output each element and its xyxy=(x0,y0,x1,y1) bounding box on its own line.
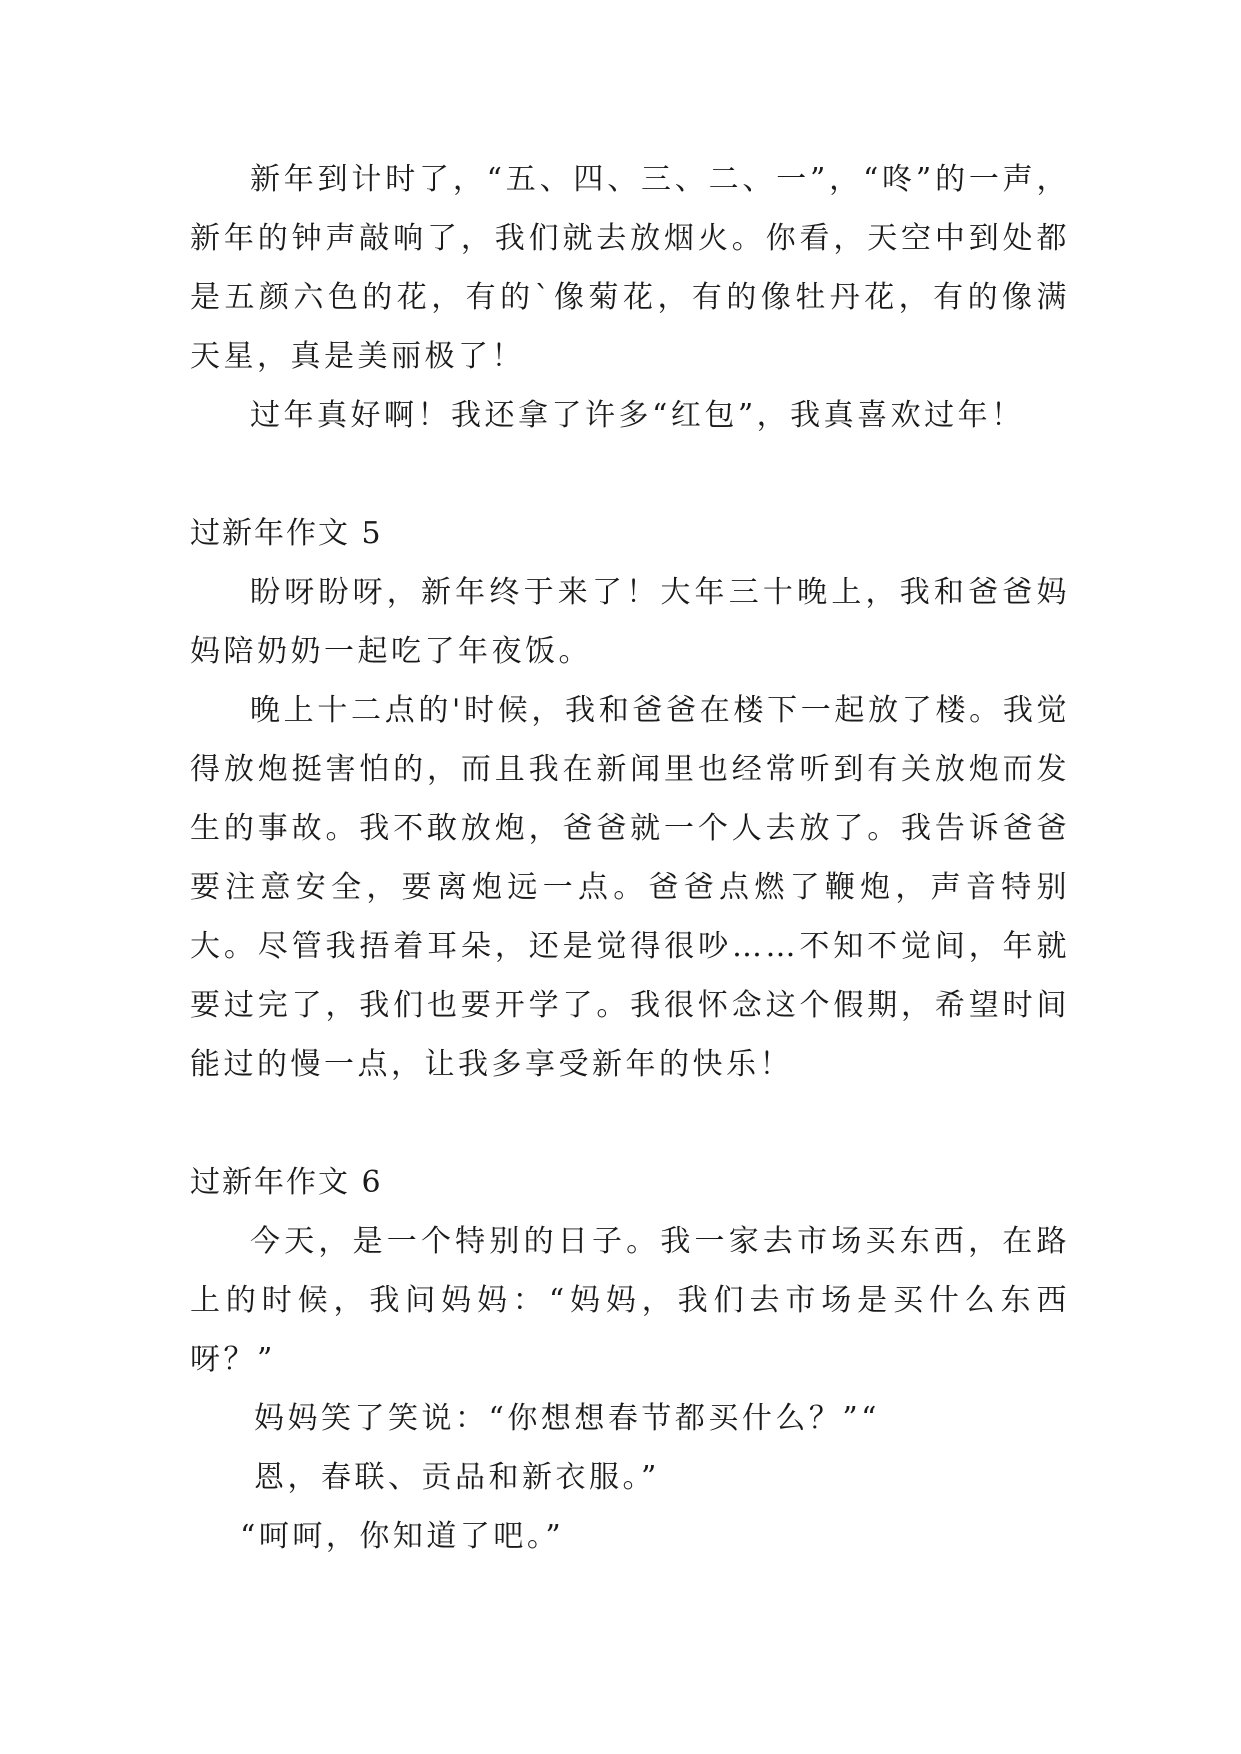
paragraph-red-envelope: 过年真好啊！我还拿了许多“红包”，我真喜欢过年！ xyxy=(250,398,1025,433)
document-page xyxy=(190,150,1070,1566)
dialogue-line-mom: 妈妈笑了笑说：“你想想春节都买什么？”“ xyxy=(254,1401,881,1436)
section-gap xyxy=(190,445,1070,504)
paragraph-firecrackers: 晚上十二点的'时候，我和爸爸在楼下一起放了楼。我觉得放炮挺害怕的，而且我在新闻里也经常听到有关放炮而发生的事故。我不敢放炮，爸爸就一个人去放了。我告诉爸爸要注意安全，要离炮远一点。爸爸点燃了鞭炮，声音特别大。尽管我捂着耳朵，还是觉得很吵……不知不觉间，年就要过完了，我们也要开学了。我很怀念这个假期，希望时间能过的慢一点，让我多享受新年的快乐！ xyxy=(190,693,1070,1082)
paragraph-market: 今天，是一个特别的日子。我一家去市场买东西，在路上的时候，我问妈妈：“妈妈，我们去市场是买什么东西呀？” xyxy=(190,1224,1070,1377)
paragraph-new-year-eve: 盼呀盼呀，新年终于来了！大年三十晚上，我和爸爸妈妈陪奶奶一起吃了年夜饭。 xyxy=(190,575,1070,669)
dialogue-line-laugh: “呵呵，你知道了吧。” xyxy=(240,1519,565,1554)
essay-heading-5: 过新年作文 5 xyxy=(190,516,383,551)
paragraph-fireworks: 新年到计时了，“五、四、三、二、一”，“咚”的一声，新年的钟声敲响了，我们就去放烟火。你看，天空中到处都是五颜六色的花，有的`像菊花，有的像牡丹花，有的像满天星，真是美丽极了！ xyxy=(190,162,1070,374)
essay-heading-6: 过新年作文 6 xyxy=(190,1165,383,1200)
dialogue-line-answer: 恩，春联、贡品和新衣服。” xyxy=(254,1460,660,1495)
section-gap xyxy=(190,1094,1070,1153)
